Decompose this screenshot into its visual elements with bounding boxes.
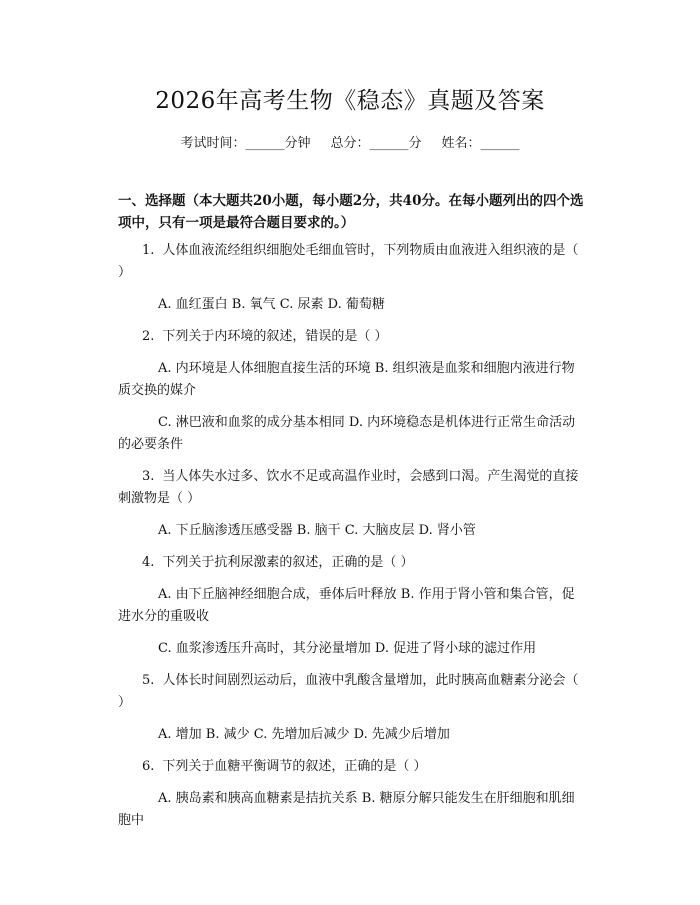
- question-options: A. 血红蛋白 B. 氧气 C. 尿素 D. 葡萄糖: [158, 297, 385, 312]
- exam-time-field: 考试时间：______分钟: [180, 136, 311, 151]
- question-options: C. 血浆渗透压升高时，其分泌量增加 D. 促进了肾小球的滤过作用: [158, 641, 537, 656]
- question-stem: [118, 240, 586, 284]
- question-number: 4.: [142, 555, 155, 570]
- question-text: 人体血液流经组织细胞处毛细血管时，下列物质由血液进入组织液的是（ ）: [118, 243, 579, 280]
- question-3: [118, 466, 586, 542]
- question-number: 2.: [142, 329, 155, 344]
- total-score-field: 总分：______分: [330, 136, 422, 151]
- question-options: A. 由下丘脑神经细胞合成，垂体后叶释放 B. 作用于肾小管和集合管，促进水分的重吸收: [118, 587, 575, 624]
- question-4: [118, 552, 586, 660]
- question-text: 下列关于内环境的叙述，错误的是（ ）: [162, 329, 388, 344]
- question-text: 当人体失水过多、饮水不足或高温作业时，会感到口渴。产生渴觉的直接刺激物是（ ）: [118, 469, 579, 506]
- question-options: A. 胰岛素和胰高血糖素是拮抗关系 B. 糖原分解只能发生在肝细胞和肌细胞中: [118, 791, 575, 828]
- question-number: 1.: [142, 243, 155, 258]
- question-text: 人体长时间剧烈运动后，血液中乳酸含量增加，此时胰高血糖素分泌会（ ）: [118, 673, 579, 710]
- question-options: C. 淋巴液和血浆的成分基本相同 D. 内环境稳态是机体进行正常生命活动的必要条件: [118, 415, 576, 452]
- question-options: A. 内环境是人体细胞直接生活的环境 B. 组织液是血浆和细胞内液进行物质交换的媒介: [118, 361, 575, 398]
- question-1: [118, 240, 586, 316]
- question-stem: [118, 552, 586, 574]
- question-options: A. 增加 B. 减少 C. 先增加后减少 D. 先减少后增加: [158, 727, 450, 742]
- exam-meta: [0, 132, 700, 151]
- question-options: A. 下丘脑渗透压感受器 B. 脑干 C. 大脑皮层 D. 肾小管: [158, 523, 476, 538]
- question-stem: [118, 756, 586, 778]
- question-text: 下列关于抗利尿激素的叙述，正确的是（ ）: [162, 555, 414, 570]
- page-title: 2026年高考生物《稳态》真题及答案: [155, 88, 545, 114]
- question-number: 5.: [142, 673, 155, 688]
- question-6: [118, 756, 586, 832]
- question-2: [118, 326, 586, 456]
- section-heading-choice: 一、选择题（本大题共20小题，每小题2分，共40分。在每小题列出的四个选项中，只有一项是最符合题目要求的。）: [118, 193, 584, 231]
- question-5: [118, 670, 586, 746]
- question-text: 下列关于血糖平衡调节的叙述，正确的是（ ）: [162, 759, 427, 774]
- question-number: 6.: [142, 759, 155, 774]
- student-name-field: 姓名：______: [441, 136, 520, 151]
- question-list: [118, 240, 586, 842]
- question-stem: [118, 326, 586, 348]
- question-stem: [118, 466, 586, 510]
- question-stem: [118, 670, 586, 714]
- question-number: 3.: [142, 469, 155, 484]
